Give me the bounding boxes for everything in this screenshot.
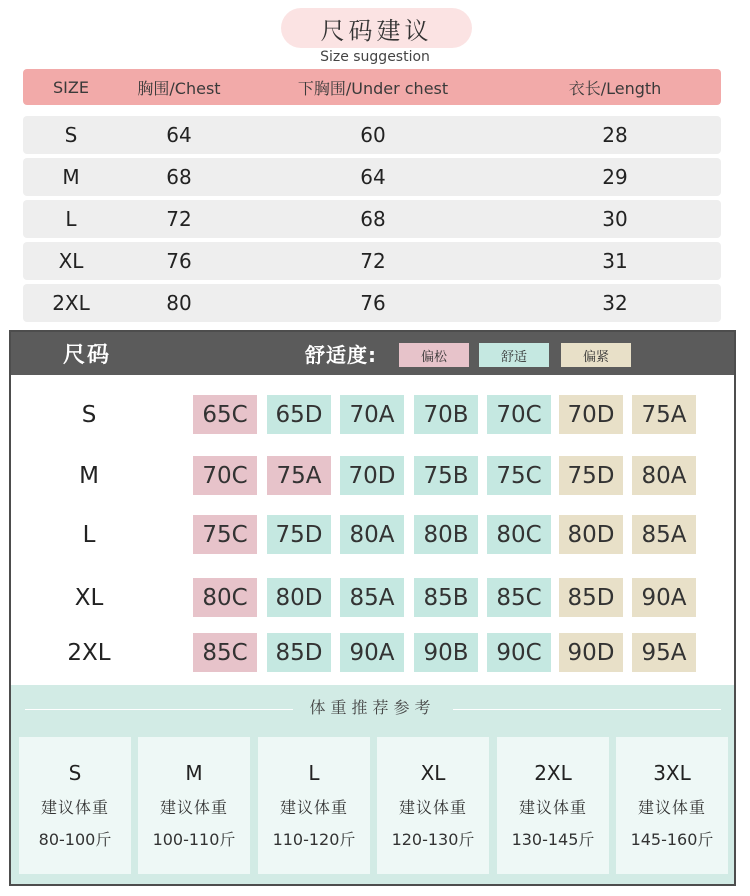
table-row [23, 200, 721, 238]
bra-cup-cell: 65C [193, 395, 257, 434]
bra-cup-cell: 75C [487, 456, 551, 495]
cell-under-chest: 68 [360, 207, 386, 231]
bra-cup-cell: 90A [340, 633, 404, 672]
legend-comfortable: 舒适 [479, 343, 549, 367]
cell-chest: 68 [166, 165, 192, 189]
bra-cup-cell: 90B [414, 633, 478, 672]
weight-card-range: 110-120斤 [272, 830, 356, 849]
page-subtitle: Size suggestion [320, 49, 430, 65]
weight-card-range: 120-130斤 [391, 830, 475, 849]
bra-cup-cell: 70B [414, 395, 478, 434]
cell-size: 2XL [52, 291, 90, 315]
weight-card-size: M [185, 761, 203, 785]
weight-card [497, 737, 609, 874]
bra-cup-cell: 85B [414, 578, 478, 617]
bra-cup-cell: 80C [193, 578, 257, 617]
bra-cup-cell: 90D [559, 633, 623, 672]
weight-card-size: L [308, 761, 320, 785]
weight-card-size: 3XL [653, 761, 691, 785]
weight-card-label: 建议体重 [159, 798, 228, 817]
bra-row-size: S [81, 402, 97, 428]
bra-cup-cell: 70C [193, 456, 257, 495]
bra-cup-cell: 90A [632, 578, 696, 617]
cell-under-chest: 72 [360, 249, 386, 273]
bra-cup-cell: 85C [487, 578, 551, 617]
weight-card-size: XL [420, 761, 446, 785]
bra-row-size: 2XL [67, 640, 111, 666]
weight-card-label: 建议体重 [637, 798, 706, 817]
page-title: 尺码建议 [281, 8, 472, 48]
bra-cup-cell: 85A [632, 515, 696, 554]
bra-cup-cell: 65D [267, 395, 331, 434]
table-row [23, 284, 721, 322]
bra-size-section [9, 330, 736, 886]
table-row [23, 242, 721, 280]
bra-cup-cell: 95A [632, 633, 696, 672]
header-length: 衣长/Length [568, 78, 662, 98]
bra-cup-cell: 80A [632, 456, 696, 495]
bra-row-size: M [79, 463, 99, 489]
weight-card-size: 2XL [534, 761, 572, 785]
weight-card [258, 737, 370, 874]
bra-cup-cell: 80D [559, 515, 623, 554]
cell-length: 32 [602, 291, 628, 315]
weight-card-size: S [68, 761, 82, 785]
bra-cup-cell: 85C [193, 633, 257, 672]
weight-card-label: 建议体重 [518, 798, 587, 817]
header-size: SIZE [53, 77, 89, 97]
bra-cup-cell: 85A [340, 578, 404, 617]
cell-size: M [62, 165, 80, 189]
bra-section-title: 尺码 [63, 343, 112, 368]
cell-chest: 76 [166, 249, 192, 273]
bra-cup-cell: 80C [487, 515, 551, 554]
cell-length: 31 [602, 249, 628, 273]
bra-cup-cell: 80A [340, 515, 404, 554]
bra-row-size: XL [74, 585, 104, 611]
cell-size: XL [58, 249, 84, 273]
weight-card [616, 737, 728, 874]
cell-size: S [64, 123, 78, 147]
bra-cup-cell: 75D [267, 515, 331, 554]
weight-card [377, 737, 489, 874]
cell-length: 28 [602, 123, 628, 147]
weight-card-range: 130-145斤 [511, 830, 595, 849]
table-row [23, 116, 721, 154]
bra-cup-cell: 70D [340, 456, 404, 495]
bra-row-size: L [82, 522, 96, 548]
weight-card-label: 建议体重 [40, 798, 109, 817]
weight-card-range: 80-100斤 [38, 830, 112, 849]
cell-size: L [65, 207, 77, 231]
bra-cup-cell: 70C [487, 395, 551, 434]
weight-card-label: 建议体重 [398, 798, 467, 817]
cell-length: 29 [602, 165, 628, 189]
weight-card [138, 737, 250, 874]
bra-cup-cell: 80D [267, 578, 331, 617]
weight-card [19, 737, 131, 874]
bra-cup-cell: 70D [559, 395, 623, 434]
bra-cup-cell: 80B [414, 515, 478, 554]
weight-card-label: 建议体重 [279, 798, 348, 817]
bra-cup-cell: 90C [487, 633, 551, 672]
header-chest: 胸围/Chest [137, 78, 221, 98]
cell-chest: 80 [166, 291, 192, 315]
weight-card-range: 145-160斤 [630, 830, 714, 849]
cell-chest: 64 [166, 123, 192, 147]
weight-section-title: 体重推荐参考 [309, 698, 436, 717]
bra-cup-cell: 75C [193, 515, 257, 554]
cell-length: 30 [602, 207, 628, 231]
bra-cup-cell: 75D [559, 456, 623, 495]
header-under-chest: 下胸围/Under chest [297, 78, 449, 98]
table-row [23, 158, 721, 196]
fit-label: 舒适度: [305, 343, 377, 367]
cell-under-chest: 76 [360, 291, 386, 315]
size-table-header [23, 69, 721, 105]
cell-chest: 72 [166, 207, 192, 231]
legend-tight: 偏紧 [561, 343, 631, 367]
weight-section [11, 685, 734, 884]
cell-under-chest: 60 [360, 123, 386, 147]
bra-cup-cell: 85D [267, 633, 331, 672]
bra-cup-cell: 75A [267, 456, 331, 495]
bra-cup-cell: 75B [414, 456, 478, 495]
bra-cup-cell: 70A [340, 395, 404, 434]
bra-cup-cell: 75A [632, 395, 696, 434]
weight-card-range: 100-110斤 [152, 830, 236, 849]
legend-loose: 偏松 [399, 343, 469, 367]
bra-section-header [11, 332, 734, 375]
bra-cup-cell: 85D [559, 578, 623, 617]
cell-under-chest: 64 [360, 165, 386, 189]
